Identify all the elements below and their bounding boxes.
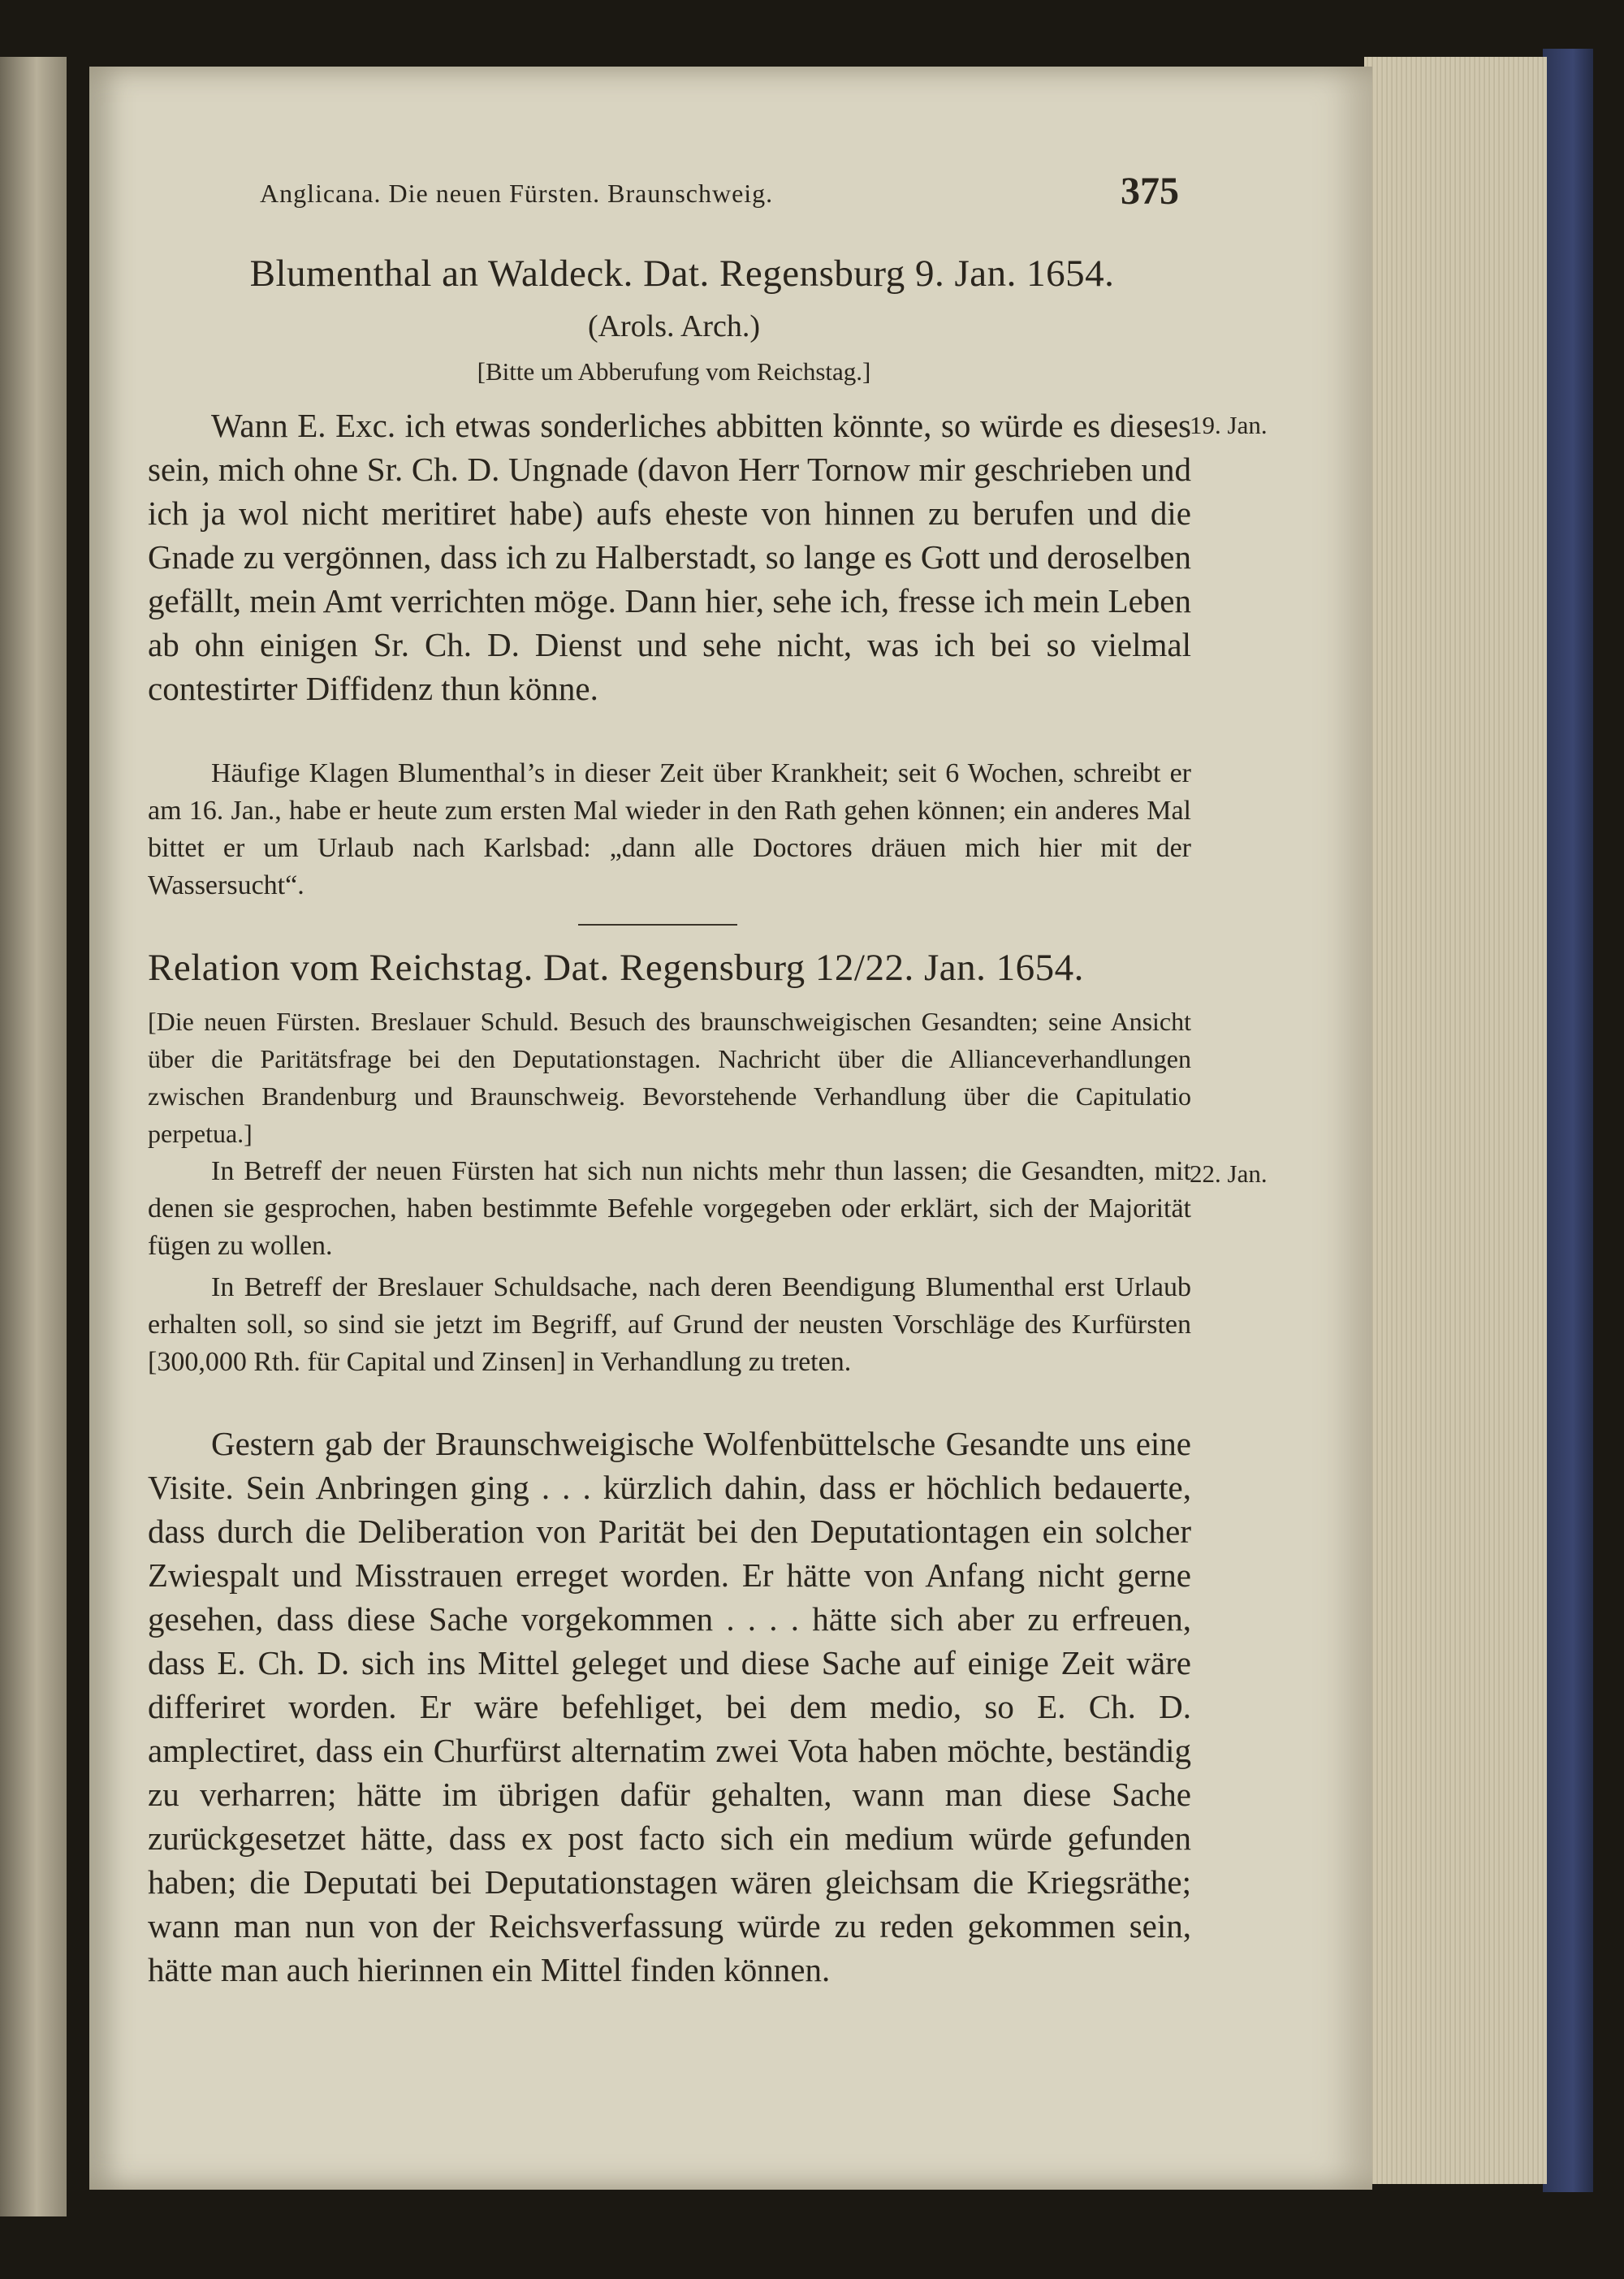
page-stack-edge: [1364, 57, 1547, 2184]
section1-body: Wann E. Exc. ich etwas sonderliches abbitten könnte, so würde es dieses sein, mich ohne Sr. Ch. D. Ungnade (davon Herr Tornow mir geschrieben und ich ja wol nicht meritiret habe) aufs eheste von hinnen zu berufen und die Gnade zu vergönnen, dass ich zu Halberstadt, so lange es Gott und deroselben gefällt, mein Amt verrichten möge. Dann hier, sehe ich, fresse ich mein Leben ab ohn einigen Sr. Ch. D. Dienst und sehe nicht, was ich bei so vielmal contestirter Diffidenz thun könne.: [148, 407, 1191, 707]
section1-summary: [Bitte um Abberufung vom Reichstag.]: [477, 357, 871, 386]
section-divider: [578, 924, 737, 926]
page-number: 375: [1121, 170, 1179, 213]
book-cover-edge: [1543, 49, 1593, 2192]
section1-note: Häufige Klagen Blumenthal’s in dieser Zeit über Krankheit; seit 6 Wochen, schreibt er am 16. Jan., habe er heute zum ersten Mal wieder in den Rath gehen können; ein anderes Mal bittet er um Urlaub nach Karlsbad: „dann alle Doctores dräuen mich hier mit der Wassersucht“.: [148, 758, 1191, 900]
section2-para3: Gestern gab der Braunschweigische Wolfenbüttelsche Gesandte uns eine Visite. Sein Anbringen ging . . . kürzlich dahin, dass er höchlich bedauerte, dass durch die Deliberation von Parität bei den Deputationtagen ein solcher Zwiespalt und Misstrauen erreget worden. Er hätte von Anfang nicht gerne gesehen, dass diese Sache vorgekommen . . . . hätte sich aber zu erfreuen, dass E. Ch. D. sich ins Mittel geleget und diese Sache auf einige Zeit wäre differiret worden. Er wäre befehliget, bei dem medio, so E. Ch. D. amplectiret, dass ein Churfürst alternatim zwei Vota haben möchte, beständig zu verharren; hätte im übrigen dafür gehalten, wann man diese Sache zurückgesetzet hätte, dass ex post facto sich ein medium würde gefunden haben; die Deputati bei Deputationstagen wären gleichsam die Kriegsräthe; wann man nun von der Reichsverfassung würde zu reden gekommen sein, hätte man auch hierinnen ein Mittel finden können.: [148, 1425, 1191, 1988]
section1-source: (Arols. Arch.): [587, 309, 761, 343]
section2-margin-date: 22. Jan.: [1190, 1159, 1268, 1188]
section2-para1: In Betreff der neuen Fürsten hat sich nun nichts mehr thun lassen; die Gesandten, mit denen sie gesprochen, haben bestimmte Befehle vorgegeben oder erklärt, sich der Majorität fügen zu wollen.: [148, 1156, 1191, 1261]
section1-margin-date: 19. Jan.: [1190, 411, 1268, 439]
section2-summary: [Die neuen Fürsten. Breslauer Schuld. Besuch des braunschweigischen Gesandten; seine Ansicht über die Paritätsfrage bei den Deputationstagen. Nachricht über die Allianceverhandlungen zwischen Brandenburg und Braunschweig. Bevorstehende Verhandlung über die Capitulatio perpetua.]: [148, 1007, 1191, 1148]
section1-title: Blumenthal an Waldeck. Dat. Regensburg 9. Jan. 1654.: [249, 253, 1115, 295]
section2-title: Relation vom Reichstag. Dat. Regensburg 12/22. Jan. 1654.: [148, 947, 1084, 989]
left-page-edge: [0, 57, 67, 2216]
running-head: Anglicana. Die neuen Fürsten. Braunschweig.: [260, 179, 774, 208]
section2-para2: In Betreff der Breslauer Schuldsache, nach deren Beendigung Blumenthal erst Urlaub erhalten soll, so sind sie jetzt im Begriff, auf Grund der neusten Vorschläge des Kurfürsten [300,000 Rth. für Capital und Zinsen] in Verhandlung zu treten.: [148, 1272, 1191, 1377]
